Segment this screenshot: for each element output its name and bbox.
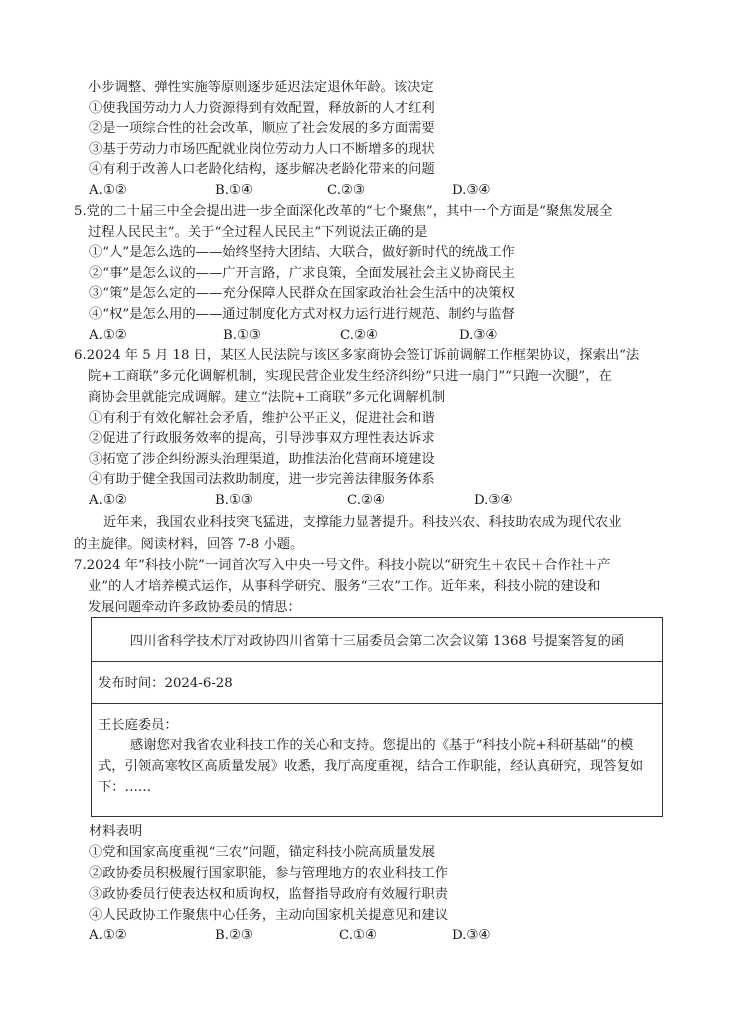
q7-stem-line-3: 发展问题牵动许多政协委员的情思： [88, 600, 301, 615]
q7-option-c[interactable]: C.①④ [339, 928, 377, 943]
q6-item-4: ④有助于健全我国司法救助制度，进一步完善法律服务体系 [89, 472, 435, 487]
q7-stem-line-2: 业”的人才培养模式运作，从事科学研究、服务“三农”工作。近年来，科技小院的建设和 [88, 579, 601, 594]
q4-option-a[interactable]: A.①② [89, 183, 127, 198]
q4-option-b[interactable]: B.①④ [215, 183, 253, 198]
q5-option-d[interactable]: D.③④ [459, 328, 498, 343]
q7-item-4: ④人民政协工作聚焦中心任务，主动向国家机关提意见和建议 [89, 908, 449, 923]
q5-item-3: ③“策”是怎么定的——充分保障人民群众在国家政治社会生活中的决策权 [89, 286, 515, 301]
q7-option-d[interactable]: D.③④ [452, 928, 491, 943]
q6-stem-line-1: 6.2024 年 5 月 18 日，某区人民法院与该区多家商协会签订诉前调解工作框架协议，探索出“法 [74, 348, 640, 363]
q4-stem: 小步调整、弹性实施等原则逐步延迟法定退休年龄。该决定 [88, 80, 434, 95]
q5-item-2: ②“事”是怎么议的——广开言路，广求良策，全面发展社会主义协商民主 [89, 266, 515, 281]
table-body-row [92, 704, 662, 818]
table-salutation: 王长庭委员： [98, 718, 178, 733]
q7-material-table [91, 617, 663, 817]
q4-item-4: ④有利于改善人口老龄化结构，逐步解决老龄化带来的问题 [89, 162, 435, 177]
q6-option-b[interactable]: B.①③ [215, 493, 253, 508]
q5-item-1: ①“人”是怎么选的——始终坚持大团结、大联合，做好新时代的统战工作 [89, 245, 515, 260]
table-date: 发布时间：2024-6-28 [98, 676, 233, 691]
q6-option-d[interactable]: D.③④ [474, 493, 513, 508]
q4-item-2: ②是一项综合性的社会改革，顺应了社会发展的多方面需要 [89, 121, 435, 136]
q6-options [89, 491, 649, 511]
table-body-text: 感谢您对我省农业科技工作的关心和支持。您提出的《基于“科技小院+科研基础”的模式，引领高寒牧区高质量发展》收悉，我厅高度重视，结合工作职能，经认真研究，现答复如下：…… [98, 738, 644, 795]
q4-option-d[interactable]: D.③④ [452, 183, 491, 198]
q7-lead: 材料表明 [89, 824, 143, 839]
q4-item-3: ③基于劳动力市场匹配就业岗位劳动力人口不断增多的现状 [89, 142, 435, 157]
q7-item-1: ①党和国家高度重视“三农”问题，锚定科技小院高质量发展 [89, 845, 436, 860]
q5-option-b[interactable]: B.①③ [223, 328, 261, 343]
q6-option-c[interactable]: C.②④ [347, 493, 385, 508]
q5-item-4: ④“权”是怎么用的——通过制度化方式对权力运行进行规范、制约与监督 [89, 307, 515, 322]
q6-option-a[interactable]: A.①② [89, 493, 127, 508]
q7-item-2: ②政协委员积极履行国家职能，参与管理地方的农业科技工作 [89, 866, 449, 881]
q6-item-1: ①有利于有效化解社会矛盾，维护公平正义，促进社会和谐 [89, 411, 435, 426]
passage-line-1: 近年来，我国农业科技突飞猛进，支撑能力显著提升。科技兴农、科技助农成为现代农业 [103, 515, 622, 530]
q6-stem-line-3: 商协会里就能完成调解。建立“法院+工商联”多元化调解机制 [88, 390, 446, 405]
q7-option-a[interactable]: A.①② [89, 928, 127, 943]
q4-item-1: ①使我国劳动力人力资源得到有效配置，释放新的人才红利 [89, 101, 435, 116]
table-date-row [92, 662, 662, 704]
table-title-row [92, 618, 662, 662]
q7-option-b[interactable]: B.②③ [215, 928, 253, 943]
q4-options [89, 181, 649, 201]
q5-options [89, 326, 649, 346]
table-title: 四川省科学技术厅对政协四川省第十三届委员会第二次会议第 1368 号提案答复的函 [129, 634, 625, 649]
q4-option-c[interactable]: C.②③ [327, 183, 365, 198]
q6-item-3: ③拓宽了涉企纠纷源头治理渠道，助推法治化营商环境建设 [89, 452, 435, 467]
q7-options [89, 926, 649, 946]
q5-stem-line-1: 5.党的二十届三中全会提出进一步全面深化改革的“七个聚焦”，其中一个方面是“聚焦发展全 [74, 204, 613, 219]
passage-line-2: 的主旋律。阅读材料，回答 7-8 小题。 [74, 537, 304, 552]
q6-stem-line-2: 院+工商联”多元化调解机制，实现民营企业发生经济纠纷“只进一扇门”“只跑一次腿”，在 [88, 369, 612, 384]
q5-stem-line-2: 过程人民民主”。关于“全过程人民民主”下列说法正确的是 [88, 225, 428, 240]
q5-option-c[interactable]: C.②④ [340, 328, 378, 343]
q7-stem-line-1: 7.2024 年“科技小院”一词首次写入中央一号文件。科技小院以“研究生＋农民＋合作社＋产 [74, 558, 611, 573]
q5-option-a[interactable]: A.①② [89, 328, 127, 343]
q6-item-2: ②促进了行政服务效率的提高，引导涉事双方理性表达诉求 [89, 431, 435, 446]
q7-item-3: ③政协委员行使表达权和质询权，监督指导政府有效履行职责 [89, 887, 449, 902]
